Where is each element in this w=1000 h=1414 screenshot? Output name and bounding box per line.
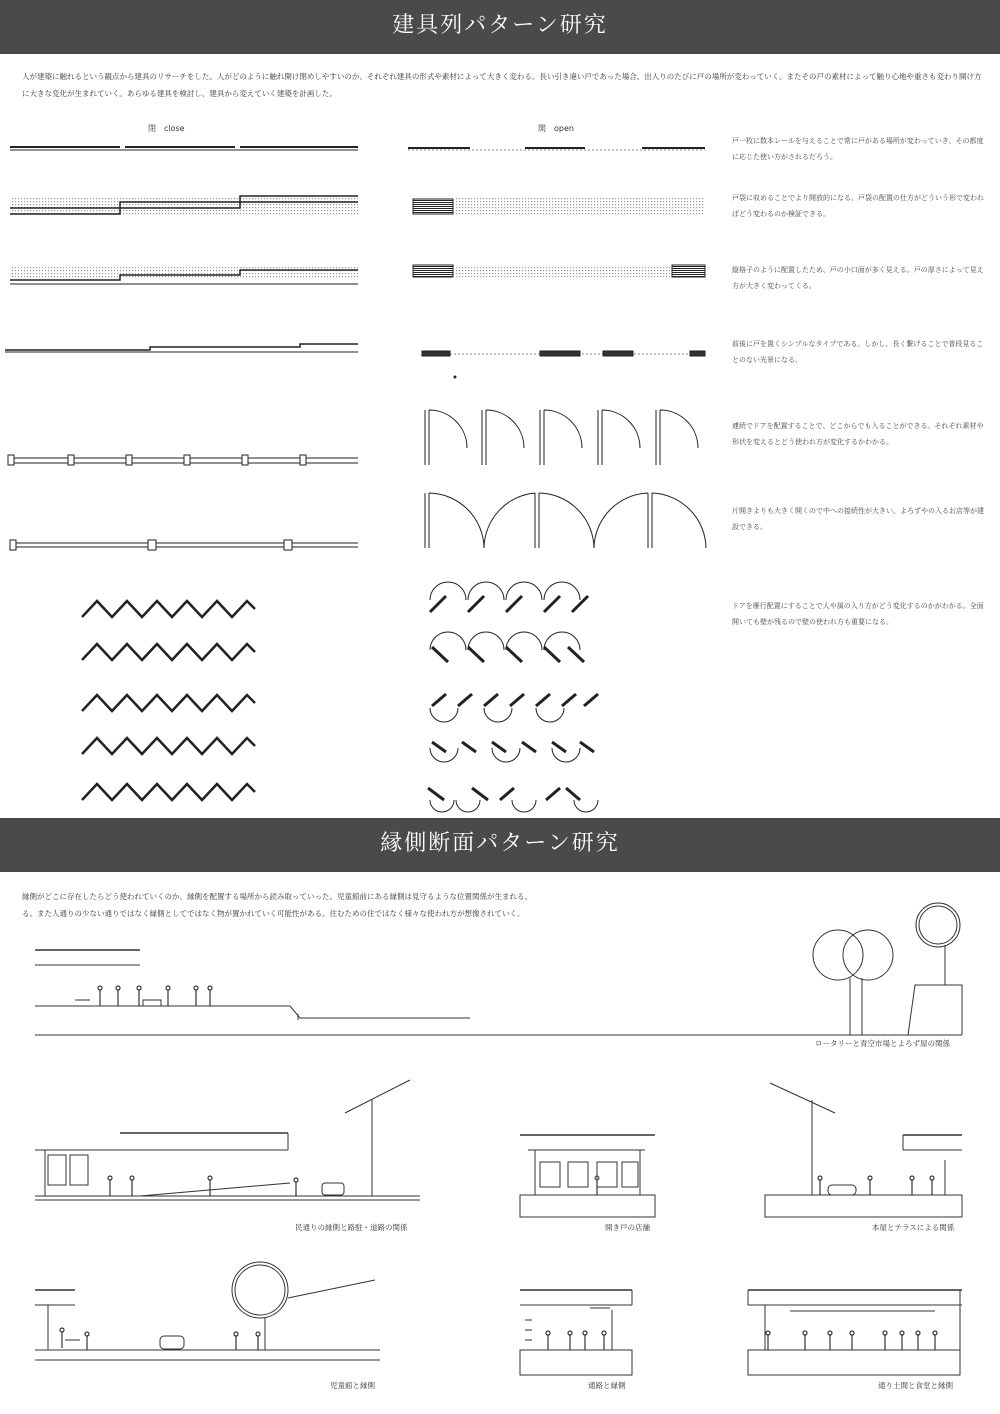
wide-section-drawing: [35, 903, 962, 1035]
row2-open-plan: [413, 198, 705, 216]
caption-section-c: 本屋とテラスによる関係: [872, 1223, 955, 1232]
note-4: 前後に戸を置くシンプルなタイプである。しかし、長く繋げることで普段見ることのない光景になる。: [732, 340, 984, 364]
section1-intro: 人が建築に触れるという観点から建具のリサーチをした。人がどのように触れ開け閉めしやすいのか、それぞれ建具の形式や素材によって大きく変わる。長い引き違い戸であった場合、出入りのたびに戸の場所が変わっていく。またその戸の素材によって触り心地や重さも変わり開け方に大きな変化が生まれていく。あらゆる建具を検討し、建具から変えていく建築を計画した。: [22, 72, 982, 98]
row4-close-plan: [5, 344, 358, 352]
row1-open-plan: [408, 148, 705, 150]
caption-section-f: 通り土間と食堂と縁側: [878, 1381, 953, 1390]
column-header-open: 開 open: [538, 124, 574, 133]
caption-wide-section: ロータリーと青空市場とよろず屋の関係: [815, 1039, 950, 1048]
caption-section-a: 民通りの縁側と路駐・道路の関係: [295, 1223, 408, 1232]
row1-close-plan: [10, 147, 358, 150]
section-a-drawing: [35, 1080, 420, 1200]
column-header-close: 閉 close: [148, 124, 185, 133]
section-b-drawing: [520, 1135, 655, 1217]
section2-title: 縁側断面パターン研究: [380, 831, 620, 856]
section2-title-band: [0, 818, 1000, 872]
section-c-drawing: [765, 1083, 962, 1217]
section1-title: 建具列パターン研究: [392, 13, 608, 38]
caption-section-b: 開き戸の店舗: [605, 1223, 650, 1232]
section-d-drawing: [35, 1262, 380, 1360]
section-e-drawing: [520, 1290, 632, 1375]
note-6: 片開きよりも大きく開くので中への接続性が大きい。よろずやの入るお店等が建設できる。: [732, 507, 984, 531]
engawa-section-drawings: [0, 872, 1000, 1414]
caption-section-e: 通路と縁側: [588, 1381, 626, 1390]
row6-close-plan: [10, 540, 358, 550]
row2-close-plan: [10, 196, 358, 216]
row5-open-plan: [425, 410, 698, 465]
caption-section-d: 児童館と縁側: [330, 1381, 375, 1390]
row3-open-plan: [413, 265, 705, 277]
row3-close-plan: [10, 266, 358, 284]
note-1: 戸一枚に数本レールを与えることで常に戸がある場所が変わっていき、その都度に応じた使い方がされるだろう。: [732, 137, 984, 161]
folding-door-zigzag-rows: [82, 601, 255, 800]
section2-intro-line2: る。また人通りの少ない通りではなく縁側としてではなく物が置かれていく可能性がある。住むための住ではなく様々な使われ方が想像されていく。: [22, 909, 525, 918]
row4-open-plan: [422, 351, 705, 378]
note-3: 縦格子のように配置したため、戸の小口面が多く見える。戸の厚さによって見え方が大きく変わってくる。: [732, 266, 984, 290]
row6-open-plan: [425, 493, 706, 548]
note-7: ドアを雁行配置にすることで人や風の入り方がどう変化するのかがわかる。全面開いても壁が残るので壁の使われ方も重要になる。: [732, 602, 984, 626]
section2-intro-line1: 縁側がどこに存在したらどう使われていくのか、縁側を配置する場所から読み取っていった。児童館前にある縁側は見守るような位置関係が生まれる。: [22, 892, 532, 901]
row5-close-plan: [8, 455, 358, 465]
pivot-door-rows: [428, 582, 598, 812]
note-2: 戸袋に収めることでより開放的になる。戸袋の配置の仕方がどういう形で変わればどう変わるのか検証できる。: [732, 194, 984, 218]
note-5: 連続でドアを配置することで、どこからでも入ることができる。それぞれ素材や形状を変えるとどう使われ方が変化するかわかる。: [732, 422, 984, 446]
section-f-drawing: [748, 1290, 962, 1375]
